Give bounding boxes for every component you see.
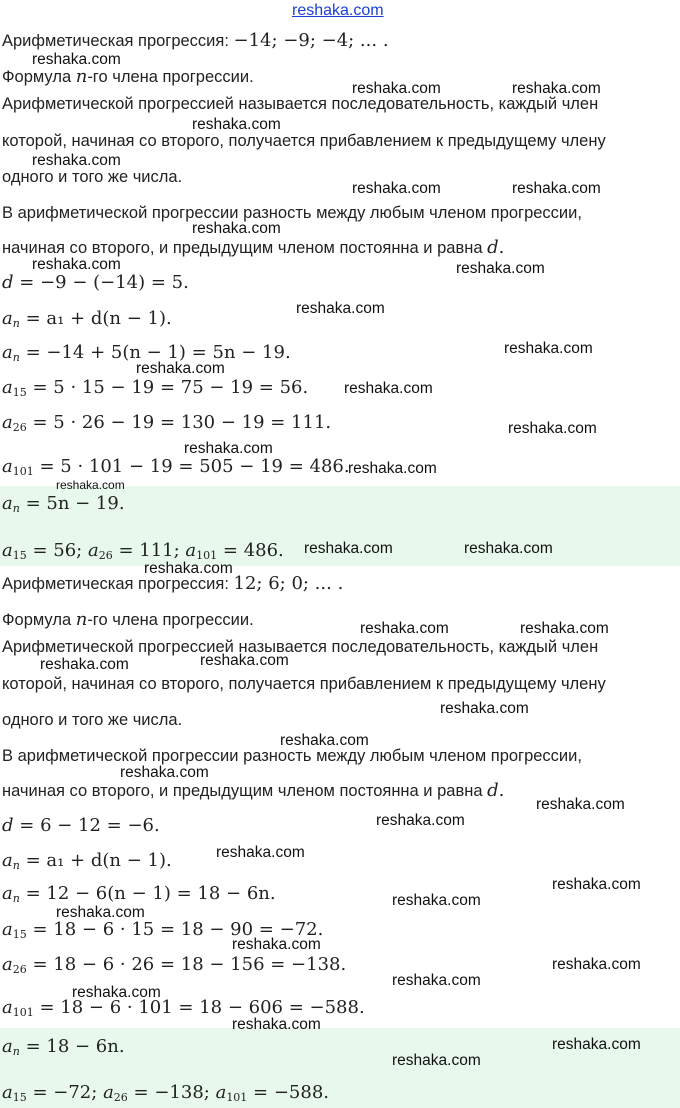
watermark: reshaka.com xyxy=(392,892,481,909)
watermark: reshaka.com xyxy=(304,540,393,557)
general-formula: $a_n = a_1 + d(n - 1)$. xyxy=(2,308,172,330)
term-a101-calc: $a_{101} = 5 \cdot 101 - 19 = 505 - 19 = 486$. xyxy=(2,456,350,478)
difference-calc: d = 6 − 12 = −6. xyxy=(2,815,160,836)
watermark: reshaka.com xyxy=(552,956,641,973)
watermark: reshaka.com xyxy=(40,656,129,673)
watermark: reshaka.com xyxy=(184,440,273,457)
site-link[interactable]: reshaka.com xyxy=(292,2,384,19)
definition-line: которой, начиная со второго, получается прибавлением к предыдущему члену xyxy=(2,675,606,693)
watermark: reshaka.com xyxy=(552,1036,641,1053)
watermark: reshaka.com xyxy=(32,256,121,273)
given-sequence: Арифметическая прогрессия: 12; 6; 0; ... . xyxy=(2,573,344,594)
watermark: reshaka.com xyxy=(296,300,385,317)
general-formula: $a_n = a_1 + d(n - 1)$. xyxy=(2,850,172,872)
watermark: reshaka.com xyxy=(232,1016,321,1033)
watermark: reshaka.com xyxy=(352,180,441,197)
difference-rule-line: В арифметической прогрессии разность между любым членом прогрессии, xyxy=(2,747,582,765)
nth-term-formula: $a_n = -14 + 5(n - 1) = 5n - 19$. xyxy=(2,342,291,364)
answer-terms: $a_{15} = -72$; $a_{26} = -138$; $a_{101} = -588$. xyxy=(2,1082,330,1104)
formula-heading: Формула n-го члена прогрессии. xyxy=(2,609,254,630)
watermark: reshaka.com xyxy=(32,152,121,169)
watermark: reshaka.com xyxy=(280,732,369,749)
watermark: reshaka.com xyxy=(344,380,433,397)
watermark: reshaka.com xyxy=(56,478,125,492)
watermark: reshaka.com xyxy=(232,936,321,953)
watermark: reshaka.com xyxy=(508,420,597,437)
watermark: reshaka.com xyxy=(32,51,121,68)
watermark: reshaka.com xyxy=(216,844,305,861)
definition-line: Арифметической прогрессией называется последовательность, каждый член xyxy=(2,95,599,113)
difference-rule-line: В арифметической прогрессии разность между любым членом прогрессии, xyxy=(2,204,582,222)
watermark: reshaka.com xyxy=(440,700,529,717)
term-a26-calc: $a_{26} = 5 \cdot 26 - 19 = 130 - 19 = 111$. xyxy=(2,412,332,434)
given-sequence: Арифметическая прогрессия: −14; −9; −4; ... . xyxy=(2,30,389,51)
definition-line: Арифметической прогрессией называется последовательность, каждый член xyxy=(2,638,599,656)
term-a15-calc: $a_{15} = 5 \cdot 15 - 19 = 75 - 19 = 56$. xyxy=(2,377,309,399)
watermark: reshaka.com xyxy=(552,876,641,893)
watermark: reshaka.com xyxy=(512,80,601,97)
term-a101-calc: $a_{101} = 18 - 6 \cdot 101 = 18 - 606 = -588$. xyxy=(2,997,365,1019)
watermark: reshaka.com xyxy=(56,904,145,921)
answer-nth: $a_n = 18 - 6n$. xyxy=(2,1036,125,1058)
nth-term-formula: $a_n = 12 - 6(n - 1) = 18 - 6n$. xyxy=(2,883,276,905)
definition-line: одного и того же числа. xyxy=(2,711,183,729)
watermark: reshaka.com xyxy=(352,80,441,97)
answer-nth: $a_n = 5n - 19$. xyxy=(2,493,125,515)
watermark: reshaka.com xyxy=(392,972,481,989)
watermark: reshaka.com xyxy=(348,460,437,477)
difference-rule-line: начиная со второго, и предыдущим членом постоянна и равна d. xyxy=(2,237,505,258)
watermark: reshaka.com xyxy=(360,620,449,637)
watermark: reshaka.com xyxy=(120,764,209,781)
formula-heading: Формула n-го члена прогрессии. xyxy=(2,66,254,87)
watermark: reshaka.com xyxy=(200,652,289,669)
watermark: reshaka.com xyxy=(144,560,233,577)
term-a15-calc: $a_{15} = 18 - 6 \cdot 15 = 18 - 90 = -72$. xyxy=(2,919,324,941)
watermark: reshaka.com xyxy=(456,260,545,277)
watermark: reshaka.com xyxy=(376,812,465,829)
difference-calc: d = −9 − (−14) = 5. xyxy=(2,272,189,293)
watermark: reshaka.com xyxy=(136,360,225,377)
definition-line: которой, начиная со второго, получается прибавлением к предыдущему члену xyxy=(2,132,606,150)
answer-terms: $a_{15} = 56$; $a_{26} = 111$; $a_{101} = 486$. xyxy=(2,540,284,562)
definition-line: одного и того же числа. xyxy=(2,168,183,186)
watermark: reshaka.com xyxy=(392,1052,481,1069)
watermark: reshaka.com xyxy=(72,984,161,1001)
watermark: reshaka.com xyxy=(464,540,553,557)
watermark: reshaka.com xyxy=(192,116,281,133)
watermark: reshaka.com xyxy=(512,180,601,197)
watermark: reshaka.com xyxy=(536,796,625,813)
difference-rule-line: начиная со второго, и предыдущим членом постоянна и равна d. xyxy=(2,780,505,801)
term-a26-calc: $a_{26} = 18 - 6 \cdot 26 = 18 - 156 = -138$. xyxy=(2,954,347,976)
watermark: reshaka.com xyxy=(520,620,609,637)
watermark: reshaka.com xyxy=(192,220,281,237)
watermark: reshaka.com xyxy=(504,340,593,357)
